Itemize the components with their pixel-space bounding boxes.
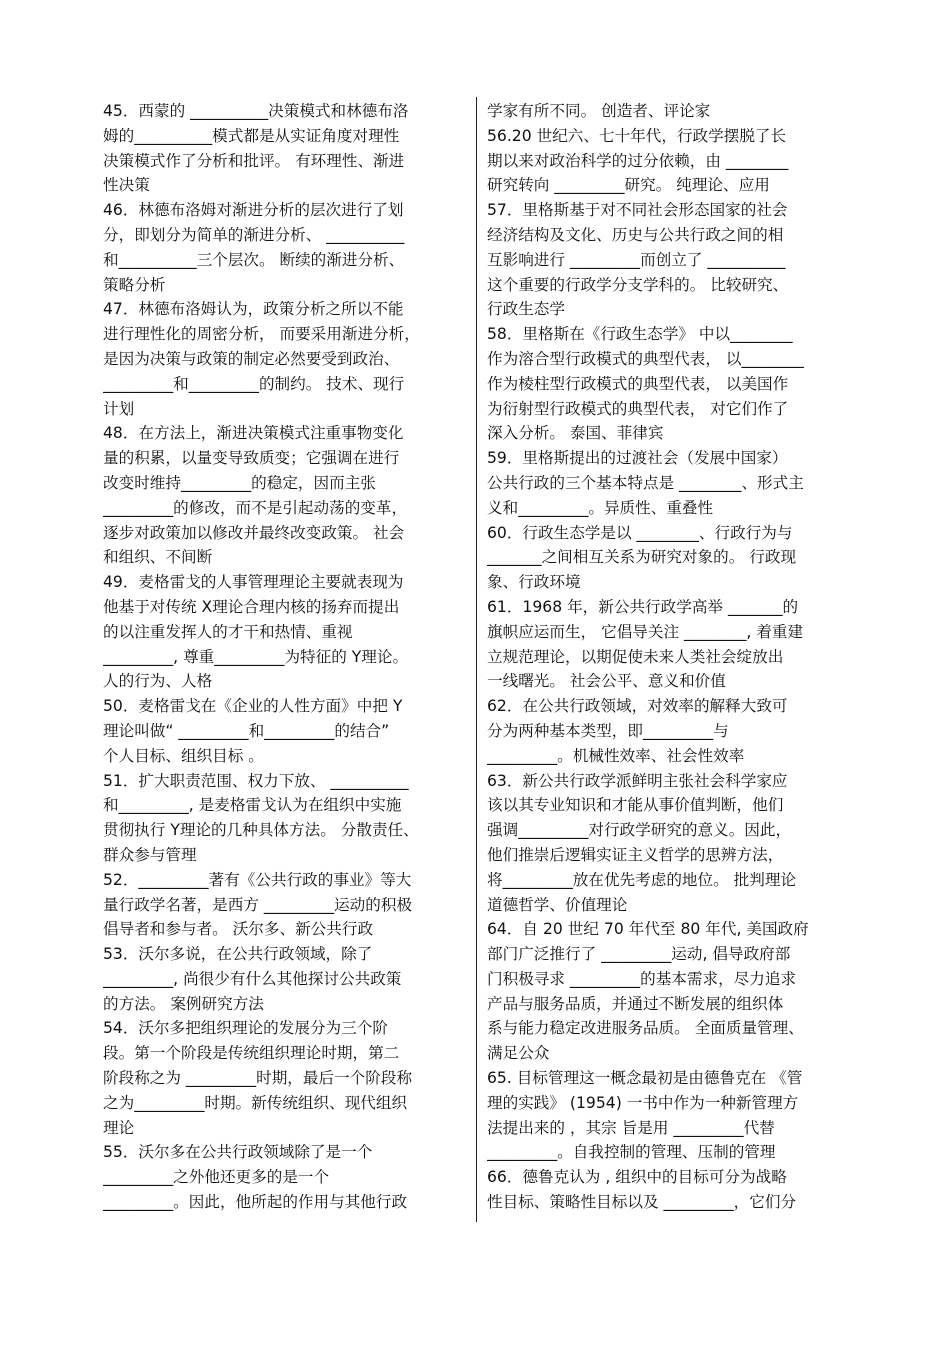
- text-line: 58．里格斯在《行政生态学》 中以________: [487, 325, 793, 344]
- text-line: 段。第一个阶段是传统组织理论时期，第二: [103, 1044, 400, 1063]
- text-line: 63．新公共行政学派鲜明主张社会科学家应: [487, 771, 788, 790]
- text-line: 计划: [103, 399, 135, 418]
- text-line: 61．1968 年，新公共行政学高举 _______的: [487, 597, 799, 616]
- text-line: 59．里格斯提出的过渡社会（发展中国家）: [487, 449, 788, 468]
- text-line: 逐步对政策加以修改并最终改变政策。 社会: [103, 523, 405, 542]
- text-line: 公共行政的三个基本特点是 ________、形式主: [487, 473, 804, 492]
- text-line: 64．自 20 世纪 70 年代至 80 年代, 美国政府: [487, 920, 809, 939]
- text-line: 46．林德布洛姆对渐进分析的层次进行了划: [103, 201, 404, 220]
- text-line: 将_________放在优先考虑的地位。 批判理论: [487, 870, 797, 889]
- text-line: 51．扩大职责范围、权力下放、 __________: [103, 771, 409, 790]
- text-line: 门积极寻求 _________的基本需求，尽力追求: [487, 969, 797, 988]
- text-line: 强调_________对行政学研究的意义。因此，: [487, 821, 792, 840]
- text-line: _________和_________的制约。 技术、现行: [103, 374, 405, 393]
- text-line: 53．沃尔多说，在公共行政领域，除了: [103, 945, 373, 964]
- text-line: 旗帜应运而生， 它倡导关注 ________, 着重建: [487, 622, 804, 641]
- text-line: 的以注重发挥人的才干和热情、重视: [103, 622, 353, 641]
- text-line: 的方法。 案例研究方法: [103, 994, 264, 1013]
- text-line: 60．行政生态学是以 ________、行政行为与: [487, 523, 793, 542]
- text-line: 是因为决策与政策的制定必然要受到政治、: [103, 349, 400, 368]
- text-line: _________的修改，而不是引起动荡的变革，: [103, 498, 408, 517]
- text-line: 作为棱柱型行政模式的典型代表， 以美国作: [487, 374, 789, 393]
- text-line: _________, 尚很少有什么其他探讨公共政策: [103, 969, 402, 988]
- text-line: 个人目标、组织目标 。: [103, 746, 264, 765]
- text-line: 55．沃尔多在公共行政领域除了是一个: [103, 1143, 373, 1162]
- text-line: 群众参与管理: [103, 845, 197, 864]
- text-line: 姆的__________模式都是从实证角度对理性: [103, 126, 400, 145]
- text-line: 50．麦格雷戈在《企业的人性方面》中把 Y: [103, 697, 403, 716]
- text-line: 策略分析: [103, 275, 166, 294]
- text-line: 一线曙光。 社会公平、意义和价值: [487, 672, 726, 691]
- text-line: 满足公众: [487, 1044, 550, 1063]
- text-line: 互影响进行 _________而创立了 __________: [487, 250, 786, 269]
- text-line: 立规范理论，以期促使未来人类社会绽放出: [487, 647, 784, 666]
- text-line: 改变时维持_________的稳定，因而主张: [103, 473, 376, 492]
- text-line: 和组织、不间断: [103, 548, 213, 567]
- text-line: 性决策: [103, 176, 150, 195]
- text-line: _________。因此，他所起的作用与其他行政: [103, 1193, 408, 1212]
- text-line: 他们推崇后逻辑实证主义哲学的思辨方法，: [487, 845, 784, 864]
- text-line: 学家有所不同。 创造者、评论家: [487, 102, 711, 120]
- text-line: _________, 尊重_________为特征的 Y理论。: [103, 647, 409, 666]
- text-line: 倡导者和参与者。 沃尔多、新公共行政: [103, 920, 374, 939]
- text-line: 57．里格斯基于对不同社会形态国家的社会: [487, 201, 788, 220]
- text-line: 之为_________时期。新传统组织、现代组织: [103, 1093, 408, 1112]
- text-line: 理论叫做“ _________和_________的结合”: [103, 721, 390, 740]
- text-line: 56.20 世纪六、七十年代，行政学摆脱了长: [487, 126, 787, 145]
- left-text-column: [103, 99, 468, 1215]
- text-line: 为衍射型行政模式的典型代表， 对它们作了: [487, 399, 789, 418]
- text-line: 和_________, 是麦格雷戈认为在组织中实施: [103, 796, 402, 815]
- text-line: 法提出来的 ，其宗 旨是用 _________代替: [487, 1118, 775, 1137]
- text-line: 52．_________著有《公共行政的事业》等大: [103, 870, 412, 889]
- text-line: 贯彻执行 Y理论的几种具体方法。 分散责任、: [103, 821, 419, 840]
- right-text-column: [487, 99, 855, 1215]
- text-line: 作为溶合型行政模式的典型代表， 以________: [487, 349, 804, 368]
- text-line: 阶段称之为 _________时期，最后一个阶段称: [103, 1069, 413, 1088]
- text-line: 他基于对传统 X理论合理内核的扬弃而提出: [103, 597, 400, 616]
- text-line: 义和_________。异质性、重叠性: [487, 498, 714, 517]
- text-line: 65. 目标管理这一概念最初是由德鲁克在 《管: [487, 1069, 803, 1088]
- text-line: 66．德鲁克认为 , 组织中的目标可分为战略: [487, 1168, 787, 1187]
- text-line: 49．麦格雷戈的人事管理理论主要就表现为: [103, 573, 404, 592]
- text-line: 45．西蒙的 __________决策模式和林德布洛: [103, 102, 409, 120]
- text-line: 人的行为、人格: [103, 672, 213, 691]
- text-line: 48．在方法上，渐进决策模式注重事物变化: [103, 424, 404, 443]
- text-line: 量的积累，以量变导致质变；它强调在进行: [103, 449, 400, 468]
- text-line: _________。机械性效率、社会性效率: [487, 746, 745, 765]
- text-line: _________之外他还更多的是一个: [103, 1168, 330, 1187]
- text-line: _________。自我控制的管理、压制的管理: [487, 1143, 776, 1162]
- text-line: 象、行政环境: [487, 573, 581, 592]
- text-line: 分为两种基本类型，即_________与: [487, 721, 729, 740]
- text-line: 深入分析。 泰国、菲律宾: [487, 424, 664, 443]
- text-line: 62．在公共行政领域，对效率的解释大致可: [487, 697, 788, 716]
- text-line: 产品与服务品质，并通过不断发展的组织体: [487, 994, 784, 1013]
- text-line: 经济结构及文化、历史与公共行政之间的相: [487, 225, 784, 244]
- text-line: 道德哲学、价值理论: [487, 895, 628, 914]
- text-line: 47．林德布洛姆认为，政策分析之所以不能: [103, 300, 404, 319]
- text-line: 行政生态学: [487, 300, 565, 319]
- column-divider: [476, 97, 477, 1222]
- text-line: 理的实践》 (1954) 一书中作为一种新管理方: [487, 1093, 799, 1112]
- text-line: 54．沃尔多把组织理论的发展分为三个阶: [103, 1019, 388, 1038]
- text-line: 该以其专业知识和才能从事价值判断，他们: [487, 796, 784, 815]
- text-line: 进行理性化的周密分析， 而要采用渐进分析，: [103, 325, 420, 344]
- text-line: 分，即划分为简单的渐进分析、 __________: [103, 225, 405, 244]
- text-line: 决策模式作了分析和批评。 有环理性、渐进: [103, 151, 405, 170]
- text-line: 性目标、策略性目标以及 _________，它们分: [487, 1193, 797, 1212]
- text-line: 量行政学名著，是西方 _________运动的积极: [103, 895, 413, 914]
- text-line: 期以来对政治科学的过分依赖，由 ________: [487, 151, 789, 170]
- text-line: 系与能力稳定改进服务品质。 全面质量管理、: [487, 1019, 804, 1038]
- text-line: 这个重要的行政学分支学科的。 比较研究、: [487, 275, 789, 294]
- text-line: 和__________三个层次。 断续的渐进分析、: [103, 250, 405, 269]
- text-line: 理论: [103, 1118, 135, 1137]
- text-line: _______之间相互关系为研究对象的。 行政现: [487, 548, 797, 567]
- text-line: 部门广泛推行了 _________运动, 倡导政府部: [487, 945, 791, 964]
- text-line: 研究转向 _________研究。 纯理论、应用: [487, 176, 770, 195]
